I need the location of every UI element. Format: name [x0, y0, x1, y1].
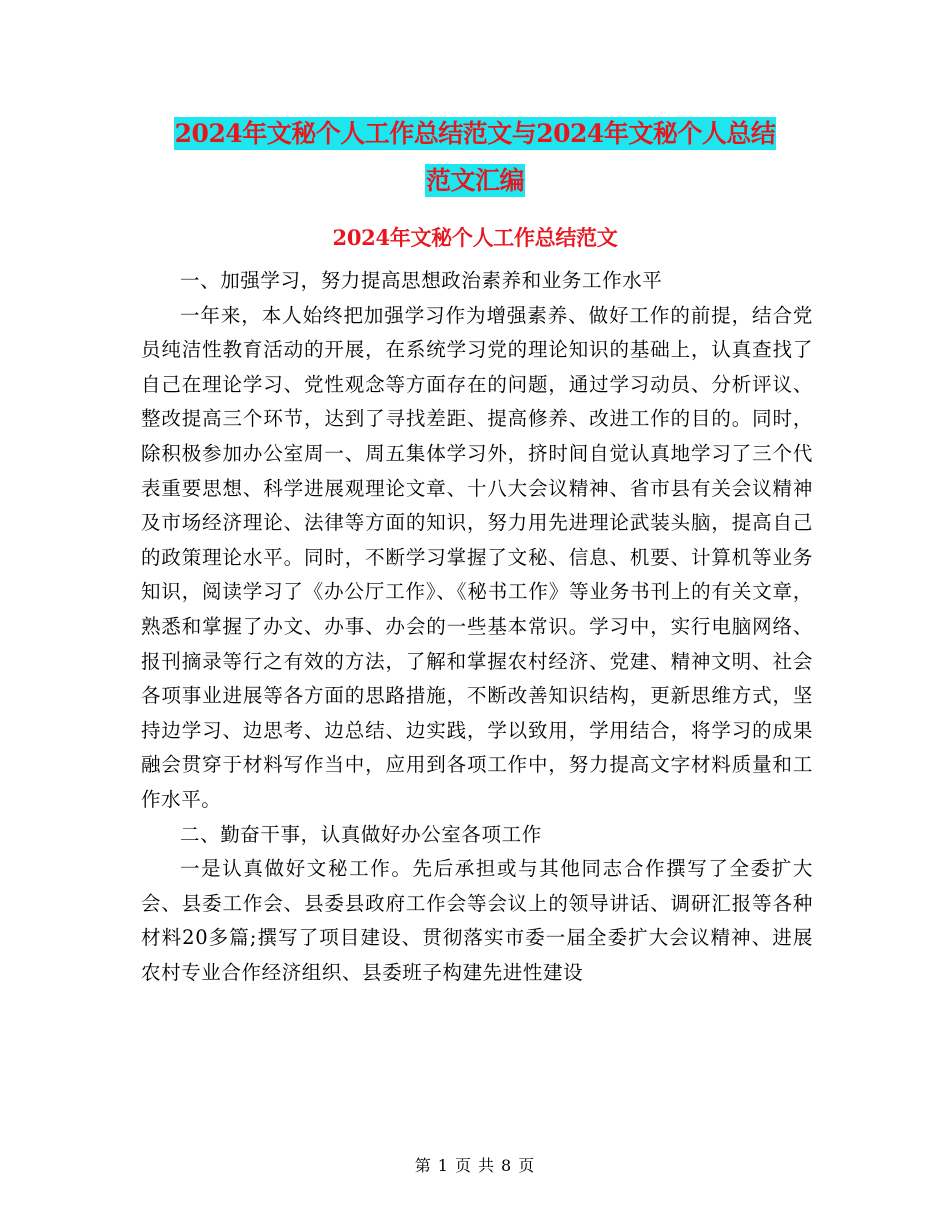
- paragraph: 一年来，本人始终把加强学习作为增强素养、做好工作的前提，结合党员纯洁性教育活动的开展，在系统学习党的理论知识的基础上，认真查找了自己在理论学习、党性观念等方面存在的问题，通过学习动员、分析评议、整改提高三个环节，达到了寻找差距、提高修养、改进工作的目的。同时，除积极参加办公室周一、周五集体学习外，挤时间自觉认真地学习了三个代表重要思想、科学进展观理论文章、十八大会议精神、省市县有关会议精神及市场经济理论、法律等方面的知识，努力用先进理论武装头脑，提高自己的政策理论水平。同时，不断学习掌握了文秘、信息、机要、计算机等业务知识，阅读学习了《办公厅工作》、《秘书工作》等业务书刊上的有关文章，熟悉和掌握了办文、办事、办会的一些基本常识。学习中，实行电脑网络、报刊摘录等行之有效的方法，了解和掌握农村经济、党建、精神文明、社会各项事业进展等各方面的思路措施，不断改善知识结构，更新思维方式，坚持边学习、边思考、边总结、边实践，学以致用，学用结合，将学习的成果融会贯穿于材料写作当中，应用到各项工作中，努力提高文字材料质量和工作水平。: [141, 303, 813, 811]
- document-title-line1: 2024年文秘个人工作总结范文与2024年文秘个人总结: [174, 119, 776, 148]
- document-body: [141, 264, 813, 990]
- paragraph-heading-2: 二、勤奋干事，认真做好办公室各项工作: [180, 822, 542, 846]
- document-title-line2: 范文汇编: [425, 166, 524, 195]
- paragraph: 一是认真做好文秘工作。先后承担或与其他同志合作撰写了全委扩大会、县委工作会、县委县政府工作会等会议上的领导讲话、调研汇报等各种材料20多篇;撰写了项目建设、贯彻落实市委一届全委扩大会议精神、进展农村专业合作经济组织、县委班子构建先进性建设: [141, 857, 813, 984]
- section-title: 2024年文秘个人工作总结范文: [332, 225, 618, 250]
- total-pages: 8: [501, 1156, 513, 1175]
- document-title: [0, 110, 950, 204]
- page-footer: 第 1 页 共 8 页: [414, 1156, 536, 1175]
- paragraph-heading-1: 一、加强学习，努力提高思想政治素养和业务工作水平: [180, 269, 663, 292]
- page-number: 1: [437, 1156, 449, 1175]
